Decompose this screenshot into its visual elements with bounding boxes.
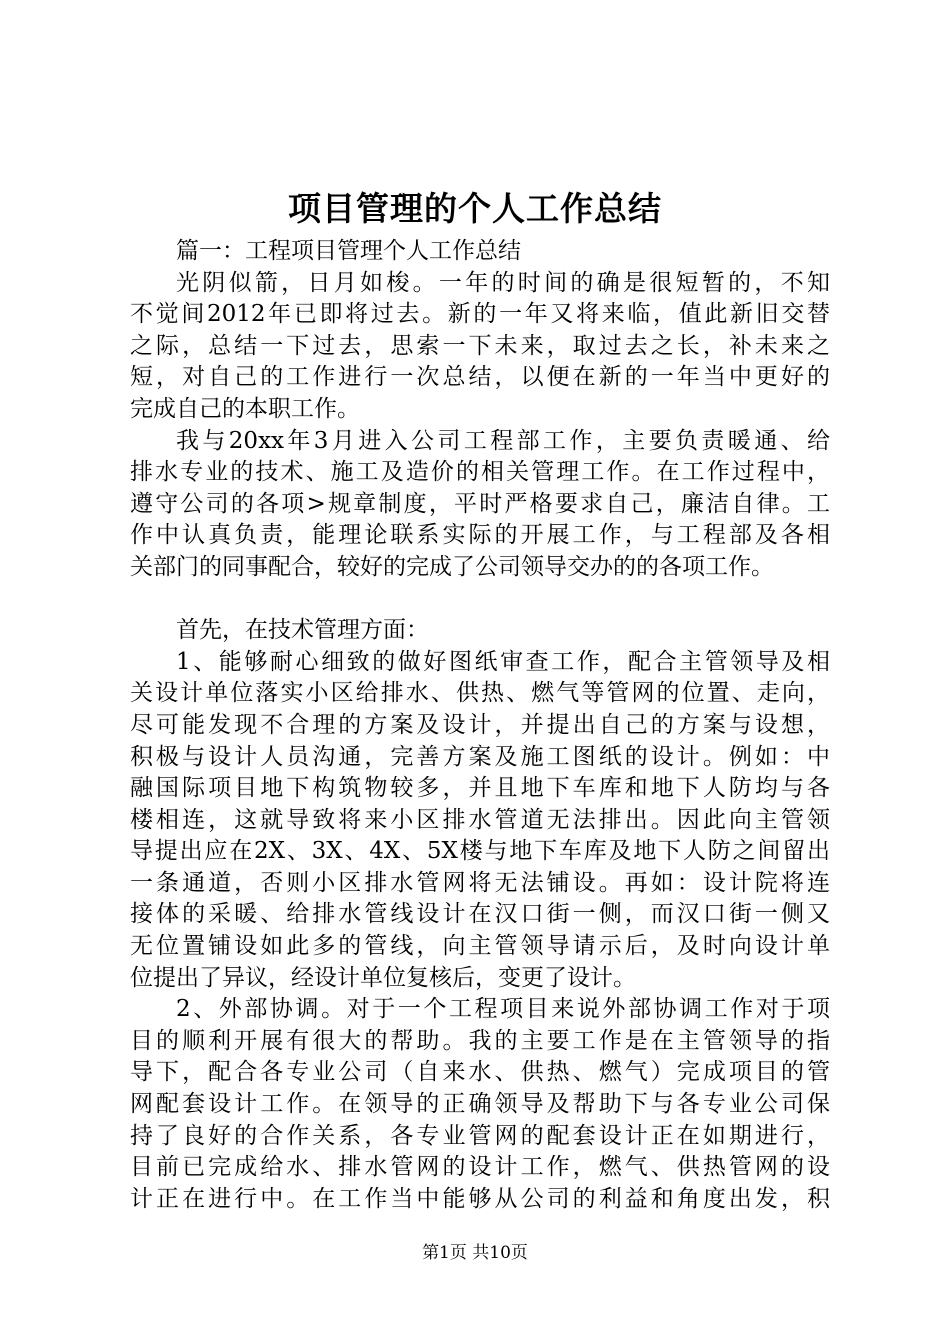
text-line: 关设计单位落实小区给排水、供热、燃气等管网的位置、走向，: [130, 680, 830, 707]
text-line: 融国际项目地下构筑物较多，并且地下车库和地下人防均与各: [130, 775, 830, 802]
page-footer: 第1页 共10页: [422, 1243, 528, 1263]
text-line: 目的顺利开展有很大的帮助。我的主要工作是在主管领导的指: [130, 1027, 830, 1054]
text-line: 目前已完成给水、排水管网的设计工作，燃气、供热管网的设: [130, 1154, 830, 1181]
text-line: 无位置铺设如此多的管线，向主管领导请示后，及时向设计单: [130, 933, 830, 960]
text-line: 位提出了异议，经设计单位复核后，变更了设计。: [130, 964, 636, 991]
text-line: 短，对自己的工作进行一次总结，以便在新的一年当中更好的: [130, 364, 830, 391]
text-line: 尽可能发现不合理的方案及设计，并提出自己的方案与设想，: [130, 711, 830, 738]
text-line: 1、能够耐心细致的做好图纸审查工作，配合主管领导及相: [176, 648, 830, 675]
text-line: 导提出应在2X、3X、4X、5X楼与地下车库及地下人防之间留出: [130, 838, 830, 865]
text-line: 导下，配合各专业公司（自来水、供热、燃气）完成项目的管: [130, 1059, 830, 1086]
text-line: 完成自己的本职工作。: [130, 395, 360, 422]
text-line: 积极与设计人员沟通，完善方案及施工图纸的设计。例如：中: [130, 743, 830, 770]
text-line: 关部门的同事配合，较好的完成了公司领导交办的的各项工作。: [130, 553, 774, 580]
document-title: 项目管理的个人工作总结: [288, 189, 662, 228]
blank-line: [130, 584, 830, 616]
text-line: 之际，总结一下过去，思索一下未来，取过去之长，补未来之: [130, 332, 830, 359]
text-line: 作中认真负责，能理论联系实际的开展工作，与工程部及各相: [130, 522, 830, 549]
text-line: 持了良好的合作关系，各专业管网的配套设计正在如期进行，: [130, 1122, 830, 1149]
text-line: 我与20xx年3月进入公司工程部工作，主要负责暖通、给: [176, 427, 830, 454]
text-line: 接体的采暖、给排水管线设计在汉口街一侧，而汉口街一侧又: [130, 901, 830, 928]
text-line: 不觉间2012年已即将过去。新的一年又将来临，值此新旧交替: [130, 301, 830, 328]
subsection-heading: 首先，在技术管理方面：: [176, 617, 429, 644]
text-line: 遵守公司的各项>规章制度，平时严格要求自己，廉洁自律。工: [130, 490, 830, 517]
text-line: 2、外部协调。对于一个工程项目来说外部协调工作对于项: [176, 996, 830, 1023]
text-line: 排水专业的技术、施工及造价的相关管理工作。在工作过程中，: [130, 459, 830, 486]
text-line: 计正在进行中。在工作当中能够从公司的利益和角度出发，积: [130, 1185, 830, 1212]
section-heading: 篇一：工程项目管理个人工作总结: [176, 238, 521, 264]
text-line: 一条通道，否则小区排水管网将无法铺设。再如：设计院将连: [130, 869, 830, 896]
text-line: 光阴似箭，日月如梭。一年的时间的确是很短暂的，不知: [176, 269, 830, 296]
document-body: [130, 236, 830, 1215]
text-line: 楼相连，这就导致将来小区排水管道无法排出。因此向主管领: [130, 806, 830, 833]
text-line: 网配套设计工作。在领导的正确领导及帮助下与各专业公司保: [130, 1091, 830, 1118]
